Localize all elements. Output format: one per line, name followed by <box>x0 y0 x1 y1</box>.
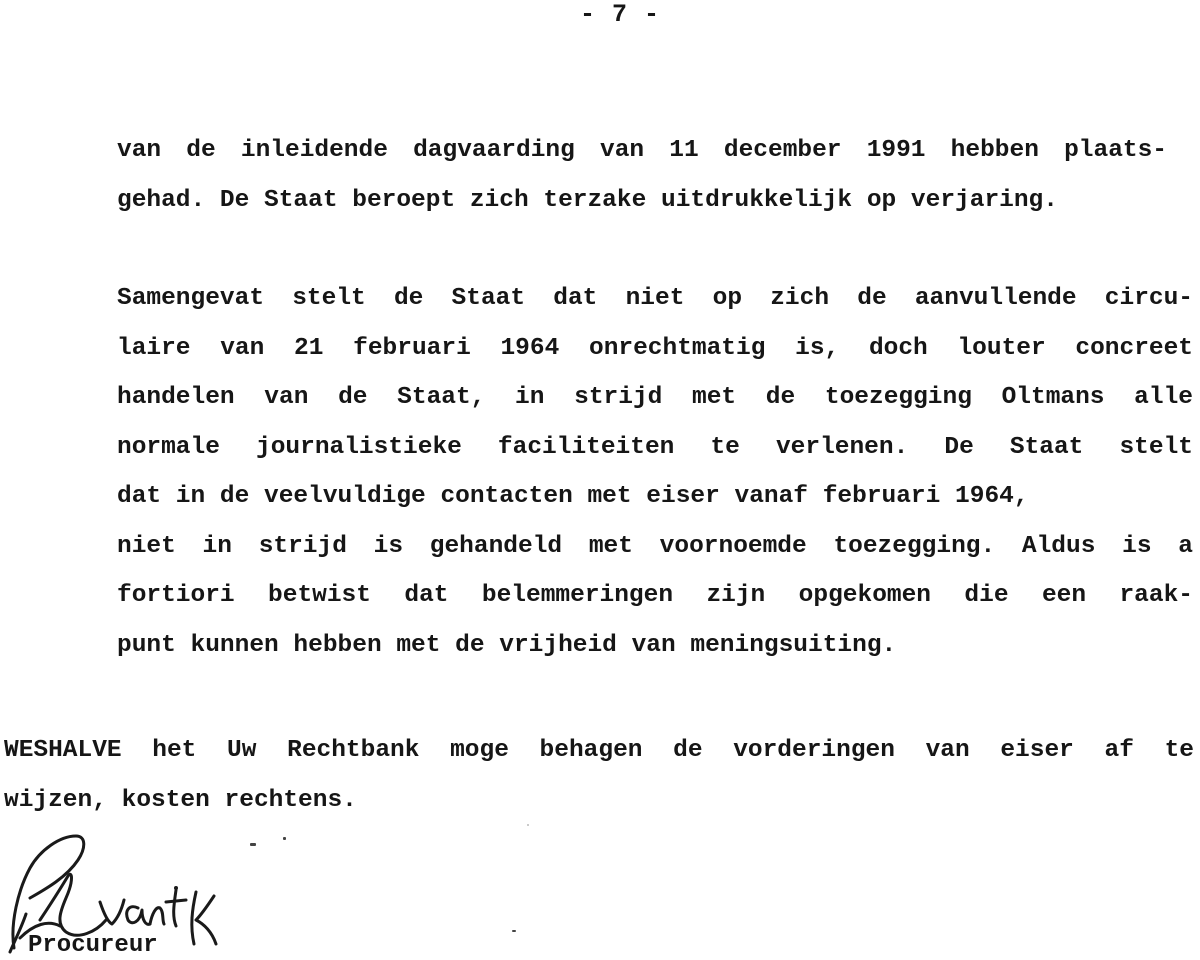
text-line: wijzen, kosten rechtens. <box>4 786 357 814</box>
paragraph-verjaring <box>117 126 1167 225</box>
text-line: punt kunnen hebben met de vrijheid van meningsuiting. <box>117 631 897 659</box>
text-line: dat in de veelvuldige contacten met eiser vanaf februari 1964, <box>117 483 1029 510</box>
scan-speck <box>250 843 256 846</box>
paragraph-samengevat <box>117 274 1193 670</box>
scan-speck <box>512 930 516 932</box>
paragraph-weshalve <box>4 726 1194 825</box>
text-line: WESHALVE het Uw Rechtbank moge behagen de vorderingen van eiser af te <box>4 737 1194 764</box>
text-line: laire van 21 februari 1964 onrechtmatig is, doch louter concreet <box>117 334 1193 362</box>
page-number: - 7 - <box>579 0 660 29</box>
text-line: van de inleidende dagvaarding van 11 december 1991 hebben plaats- <box>117 137 1167 164</box>
text-line: gehad. De Staat beroept zich terzake uitdrukkelijk op verjaring. <box>117 186 1058 214</box>
text-line: Samengevat stelt de Staat dat niet op zich de aanvullende circu- <box>117 285 1193 312</box>
text-line: niet in strijd is gehandeld met voornoemde toezegging. Aldus is a <box>117 532 1193 560</box>
scan-speck <box>283 837 286 840</box>
text-line: handelen van de Staat, in strijd met de toezegging Oltmans alle <box>117 384 1193 411</box>
text-line: fortiori betwist dat belemmeringen zijn opgekomen die een raak- <box>117 582 1193 609</box>
scan-speck <box>527 824 529 826</box>
text-line: normale journalistieke faciliteiten te verlenen. De Staat stelt <box>117 433 1193 461</box>
signatory-role: Procureur <box>28 932 158 959</box>
